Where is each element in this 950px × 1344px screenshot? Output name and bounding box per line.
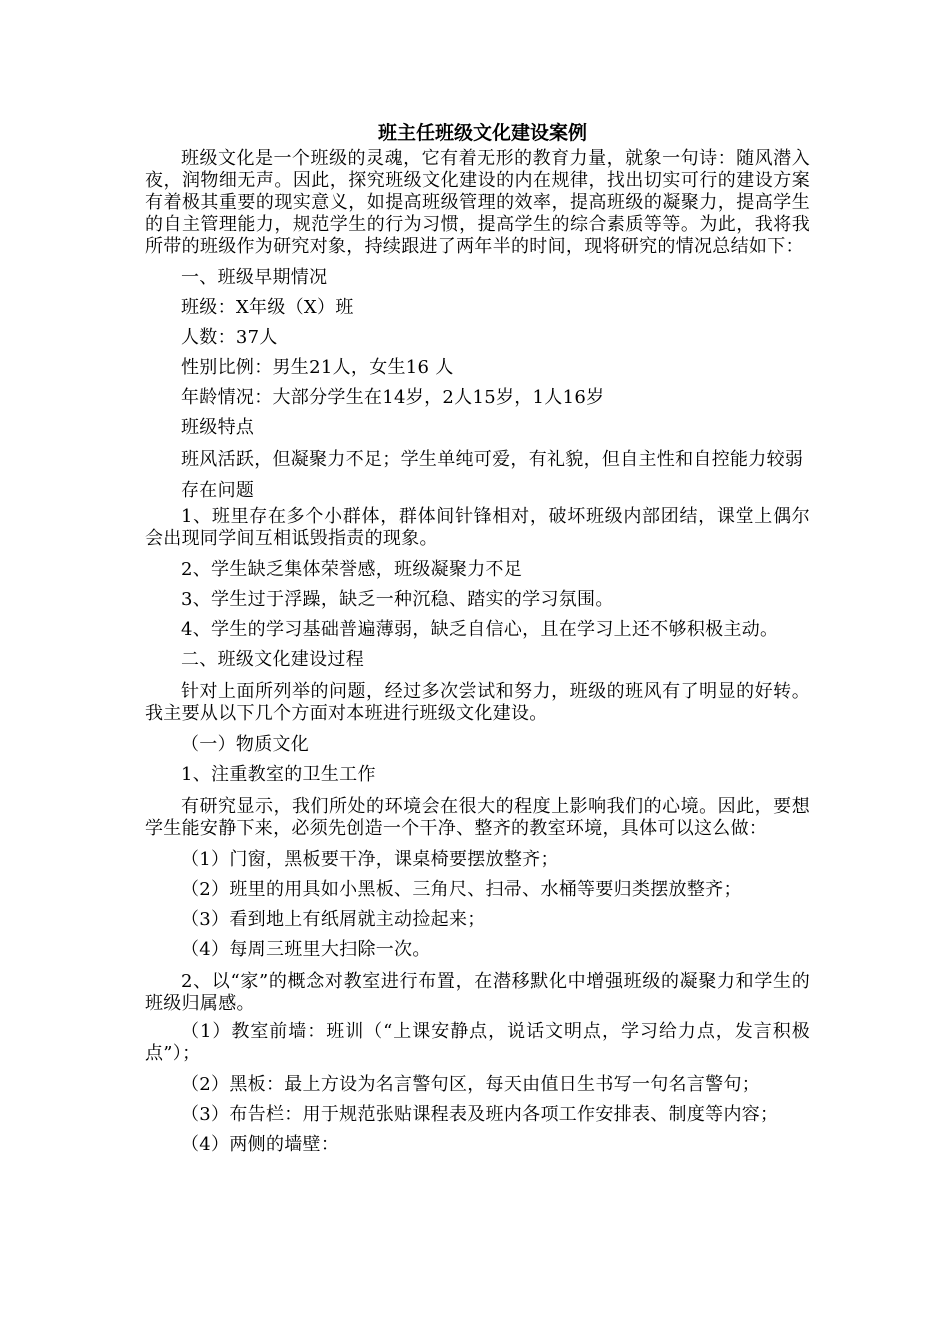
section-heading-build-process: 二、班级文化建设过程 [181, 649, 364, 670]
hygiene-paragraph: 有研究显示，我们所处的环境会在很大的程度上影响我们的心境。因此，要想学生能安静下来，必须先创造一个干净、整齐的教室环境，具体可以这么做： [145, 796, 810, 839]
hygiene-step-3: （3）看到地上有纸屑就主动捡起来； [181, 909, 486, 930]
gender-ratio-line: 性别比例：男生21人，女生16 人 [181, 357, 454, 378]
class-features-heading: 班级特点 [181, 417, 255, 438]
item-classroom-hygiene: 1、注重教室的卫生工作 [181, 764, 376, 785]
layout-step-1: （1）教室前墙：班训（“上课安静点，说话文明点，学习给力点，发言积极点”）； [145, 1021, 810, 1064]
document-title: 班主任班级文化建设案例 [377, 122, 587, 144]
age-line: 年龄情况：大部分学生在14岁，2人15岁，1人16岁 [181, 387, 605, 408]
hygiene-step-4: （4）每周三班里大扫除一次。 [181, 939, 431, 960]
intro-paragraph: 班级文化是一个班级的灵魂，它有着无形的教育力量，就象一句诗：随风潜入夜，润物细无声。因此，探究班级文化建设的内在规律，找出切实可行的建设方案有着极其重要的现实意义，如提高班级管理的效率，提高班级的凝聚力，提高学生的自主管理能力，规范学生的行为习惯，提高学生的综合素质等等。为此，我将我所带的班级作为研究对象，持续跟进了两年半的时间，现将研究的情况总结如下： [145, 148, 810, 257]
section-heading-early-situation: 一、班级早期情况 [181, 267, 328, 288]
problem-item-1: 1、班里存在多个小群体，群体间针锋相对，破坏班级内部团结，课堂上偶尔会出现同学间互相诋毁指责的现象。 [145, 506, 810, 549]
layout-step-2: （2）黑板：最上方设为名言警句区，每天由值日生书写一句名言警句； [181, 1074, 761, 1095]
class-info-line: 班级：X年级（X）班 [181, 297, 354, 318]
problem-item-3: 3、学生过于浮躁，缺乏一种沉稳、踏实的学习氛围。 [181, 589, 614, 610]
item-home-concept: 2、以“家”的概念对教室进行布置，在潜移默化中增强班级的凝聚力和学生的班级归属感。 [145, 971, 810, 1014]
hygiene-step-2: （2）班里的用具如小黑板、三角尺、扫帚、水桶等要归类摆放整齐； [181, 879, 742, 900]
build-process-intro: 针对上面所列举的问题，经过多次尝试和努力，班级的班风有了明显的好转。我主要从以下几个方面对本班进行班级文化建设。 [145, 681, 810, 724]
class-features-text: 班风活跃，但凝聚力不足；学生单纯可爱，有礼貌，但自主性和自控能力较弱 [181, 449, 804, 470]
problems-heading: 存在问题 [181, 480, 255, 501]
problem-item-2: 2、学生缺乏集体荣誉感，班级凝聚力不足 [181, 559, 523, 580]
layout-step-3: （3）布告栏：用于规范张贴课程表及班内各项工作安排表、制度等内容； [181, 1104, 779, 1125]
subsection-material-culture: （一）物质文化 [181, 734, 310, 755]
problem-item-4: 4、学生的学习基础普遍薄弱，缺乏自信心，且在学习上还不够积极主动。 [181, 619, 779, 640]
headcount-line: 人数：37人 [181, 327, 278, 348]
layout-step-4: （4）两侧的墙壁： [181, 1134, 340, 1155]
document-page [145, 118, 810, 1160]
hygiene-step-1: （1）门窗，黑板要干净，课桌椅要摆放整齐； [181, 849, 559, 870]
